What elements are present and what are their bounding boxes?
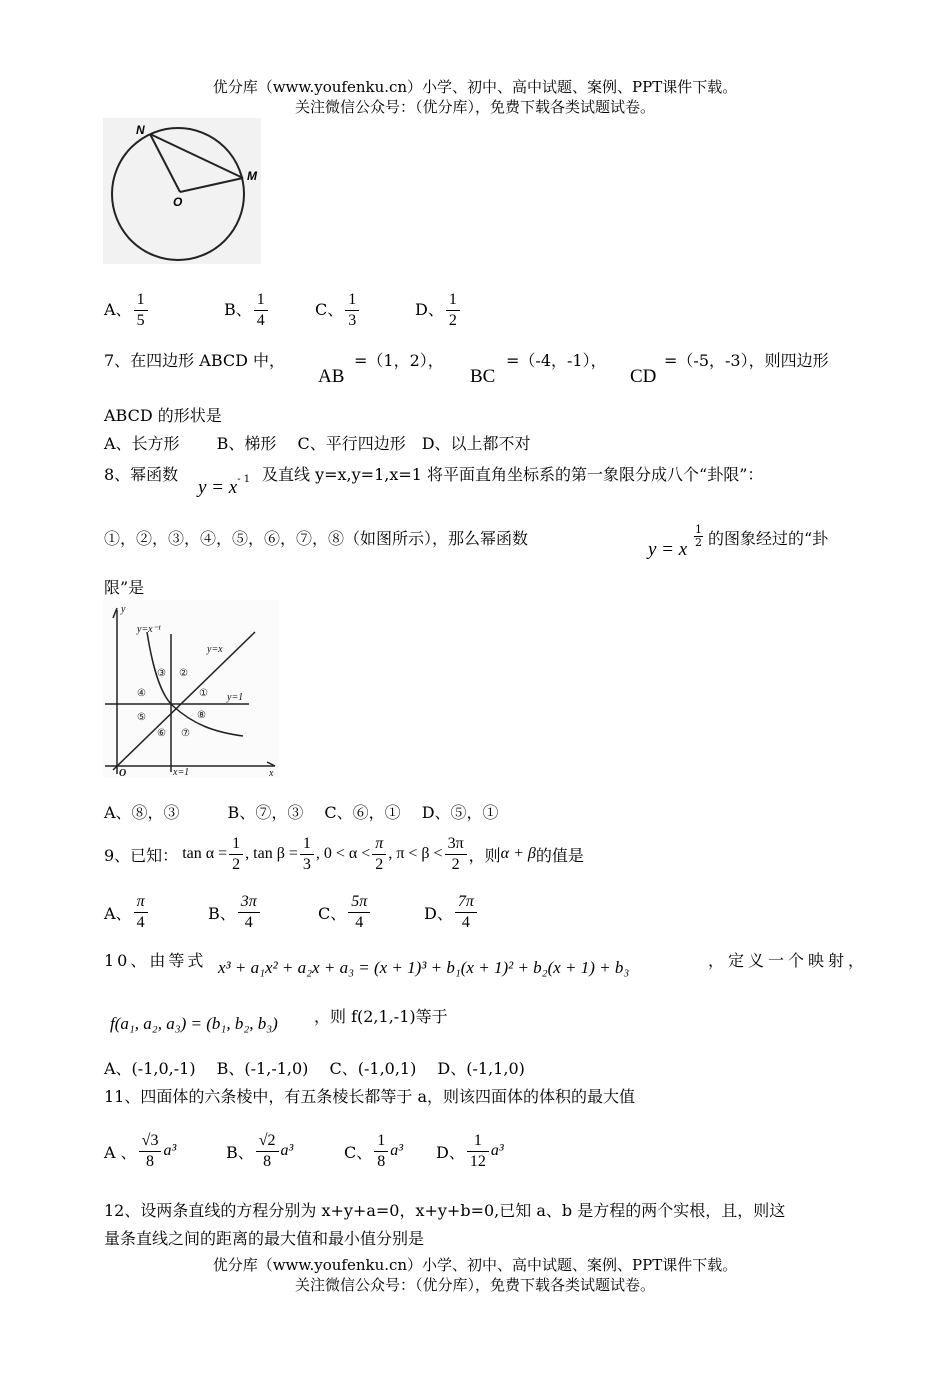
label-curve: y=x⁻¹ bbox=[137, 624, 161, 635]
q7-vector-ab: AB bbox=[318, 366, 345, 387]
q9-option-c: C、 $\frac{5\pi}{4}$ bbox=[318, 886, 372, 938]
header-line-2: 关注微信公众号：（优分库），免费下载各类试题试卷。 bbox=[294, 98, 655, 116]
segment-om bbox=[180, 178, 243, 192]
label-y-axis: y bbox=[121, 604, 126, 615]
label-x-axis: x bbox=[269, 768, 274, 778]
q11-option-a: A 、 $\frac{√3}{8}$ a³ bbox=[104, 1131, 177, 1170]
q8-stem-c: 限”是 bbox=[104, 578, 145, 597]
q7-vector-cd: CD bbox=[630, 366, 657, 387]
q10-suffix: ，定义一个映射， bbox=[708, 951, 869, 970]
q9-option-a: A、 $\frac{\pi}{4}$ bbox=[104, 886, 150, 938]
label-n: N bbox=[136, 123, 145, 137]
q10-mapping: f(a₁, a₂, a₃) = (b₁, b₂, b₃) bbox=[110, 1014, 278, 1033]
label-origin: O bbox=[119, 768, 127, 778]
q11-option-c: C、 $\frac{1}{8}$ a³ bbox=[344, 1131, 404, 1170]
label-line-x-eq-1: x=1 bbox=[173, 767, 190, 778]
q9-option-d: D、 $\frac{7\pi}{4}$ bbox=[424, 886, 479, 938]
region-6: ⑥ bbox=[157, 728, 166, 739]
header-line-1: 优分库（www.youfenku.cn）小学、初中、高中试题、案例、PPT课件下载。 bbox=[212, 78, 738, 96]
label-line-y-eq-1: y=1 bbox=[227, 692, 244, 703]
circle-figure bbox=[103, 118, 261, 264]
q11-stem: 11、四面体的六条棱中，有五条棱长都等于 a，则该四面体的体积的最大值 bbox=[104, 1087, 635, 1106]
region-2: ② bbox=[179, 668, 188, 679]
label-o: O bbox=[173, 195, 183, 209]
footer-line-2: 关注微信公众号：（优分库），免费下载各类试题试卷。 bbox=[294, 1276, 655, 1294]
q10-suffix2: ，则 f(2,1,-1)等于 bbox=[314, 1007, 448, 1026]
region-7: ⑦ bbox=[181, 728, 190, 739]
q7-stem-a: 7、在四边形 ABCD 中， bbox=[104, 351, 286, 370]
q8-func-y-x-inverse: $y = x^{- 1}$ bbox=[198, 473, 251, 498]
q8-stem-b1: ①，②，③，④，⑤，⑥，⑦，⑧（如图所示），那么幂函数 bbox=[104, 529, 529, 548]
curve-y-eq-x-inverse bbox=[147, 632, 243, 736]
q6-option-d: D、 $\frac{1}{2}$ bbox=[415, 290, 462, 331]
region-1: ① bbox=[199, 688, 208, 699]
q12-line-1: 12、设两条直线的方程分别为 x+y+a=0，x+y+b=0,已知 a、b 是方程的两个实根，且，则这 bbox=[104, 1201, 786, 1220]
region-4: ④ bbox=[137, 688, 146, 699]
q11-option-b: B、 $\frac{√2}{8}$ a³ bbox=[226, 1131, 294, 1170]
q10-prefix: 10、由等式 bbox=[104, 951, 207, 970]
q8-stem-a1: 8、幂函数 bbox=[104, 465, 179, 484]
segment-nm bbox=[150, 134, 243, 178]
q8-func-y-x-half: y = x bbox=[648, 539, 688, 560]
segment-on bbox=[150, 134, 180, 192]
q6-option-b: B、 $\frac{1}{4}$ bbox=[224, 290, 270, 331]
region-5: ⑤ bbox=[137, 712, 146, 723]
q10-equation: x³ + a₁x² + a₂x + a₃ = (x + 1)³ + b₁(x + 1)² + b₂(x + 1) + b₃ bbox=[218, 958, 630, 977]
q7-value-cd: =（-5，-3），则四边形 bbox=[664, 351, 829, 370]
q7-value-ab: =（1，2）， bbox=[354, 351, 444, 370]
q8-func-exponent: 1 2 bbox=[695, 523, 702, 549]
q12-line-2: 量条直线之间的距离的最大值和最小值分别是 bbox=[104, 1229, 425, 1248]
q9-option-b: B、 $\frac{3\pi}{4}$ bbox=[208, 886, 262, 938]
region-3: ③ bbox=[157, 668, 166, 679]
footer-line-1: 优分库（www.youfenku.cn）小学、初中、高中试题、案例、PPT课件下载。 bbox=[212, 1256, 738, 1274]
q6-option-c: C、 $\frac{1}{3}$ bbox=[315, 290, 361, 331]
region-8: ⑧ bbox=[197, 710, 206, 721]
q8-stem-a2: 及直线 y=x,y=1,x=1 将平面直角坐标系的第一象限分成八个“卦限”： bbox=[262, 465, 764, 484]
q8-stem-b2: 的图象经过的“卦 bbox=[708, 529, 829, 548]
label-m: M bbox=[247, 169, 257, 183]
q7-stem-b: ABCD 的形状是 bbox=[104, 406, 222, 425]
q8-options: A、⑧，③ B、⑦，③ C、⑥，① D、⑤，① bbox=[104, 803, 499, 822]
q10-options: A、(-1,0,-1) B、(-1,-1,0) C、(-1,0,1) D、(-1,1,0) bbox=[104, 1059, 525, 1078]
q7-options: A、长方形 B、梯形 C、平行四边形 D、以上都不对 bbox=[104, 434, 531, 453]
q9-stem: 9、已知： tan α = $\frac{1}{2}$ , tan β = $\frac{1}{3}$ , 0 < α < $\frac{\pi}{2}$ , π < β < $\frac{3\pi}{2}$ ，则 α + β 的值是 bbox=[104, 834, 584, 873]
q7-value-bc: =（-4，-1）， bbox=[506, 351, 607, 370]
q11-option-d: D、 $\frac{1}{12}$ a³ bbox=[436, 1131, 504, 1170]
q6-option-a: A、 $\frac{1}{5}$ bbox=[104, 290, 150, 331]
q7-vector-bc: BC bbox=[470, 366, 496, 387]
label-line-y-eq-x: y=x bbox=[207, 644, 223, 655]
power-function-graph bbox=[103, 600, 279, 778]
